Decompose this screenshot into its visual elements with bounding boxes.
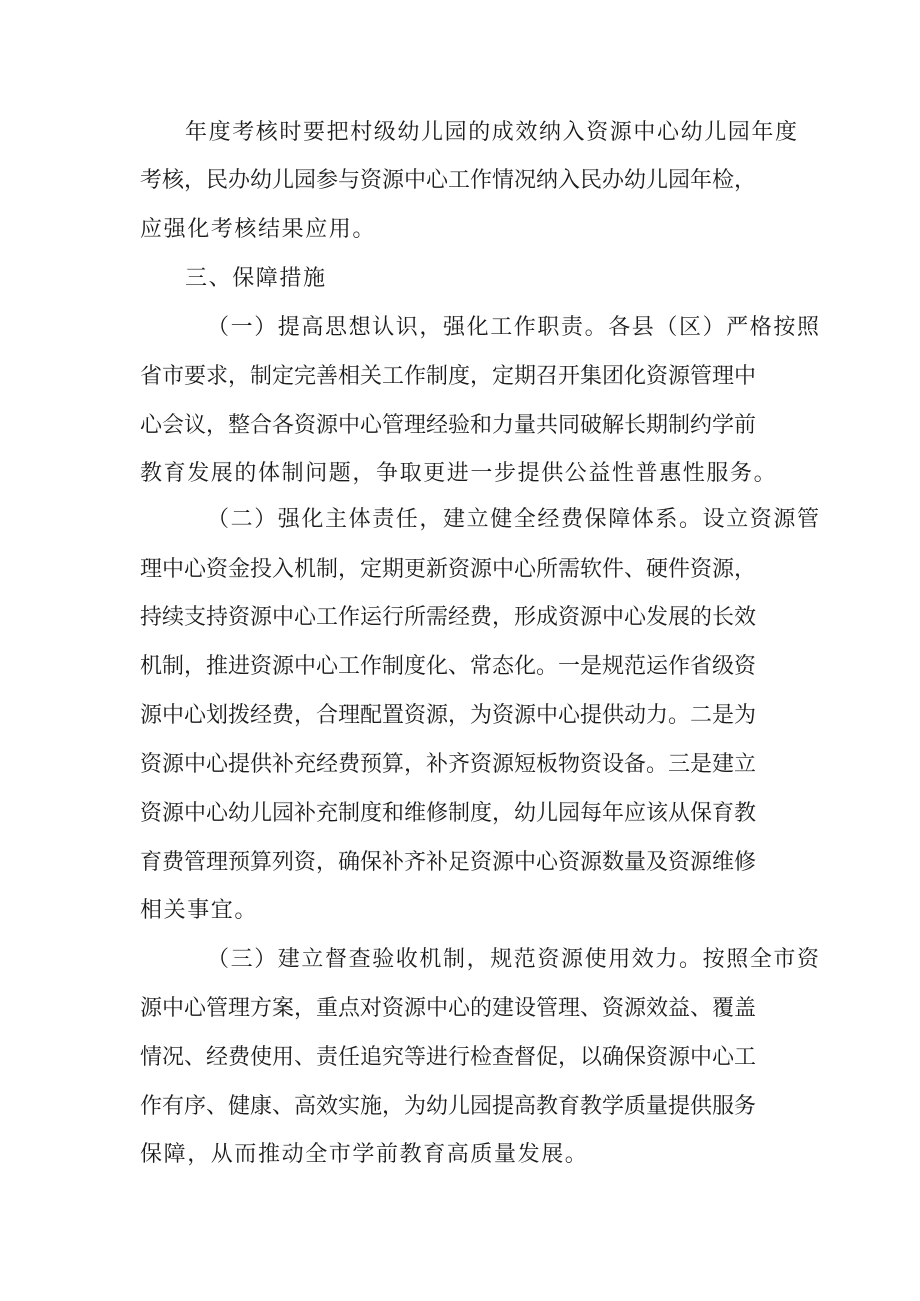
paragraph-1-line-3: 应强化考核结果应用。: [140, 217, 377, 242]
paragraph-4-line-5: 保障，从而推动全市学前教育高质量发展。: [140, 1142, 589, 1167]
section-heading: 三、保障措施: [185, 266, 327, 291]
paragraph-3-line-5: 源中心划拨经费，合理配置资源，为资源中心提供动力。二是为: [140, 703, 757, 728]
paragraph-3-line-2: 理中心资金投入机制，定期更新资源中心所需软件、硬件资源，: [140, 557, 757, 582]
paragraph-3-line-9: 相关事宜。: [140, 898, 259, 923]
paragraph-2-line-1: （一）提高思想认识，强化工作职责。各县（区）严格按照: [207, 315, 821, 340]
paragraph-4-line-4: 作有序、健康、高效实施，为幼儿园提高教育教学质量提供服务: [140, 1094, 757, 1119]
paragraph-2-line-4: 教育发展的体制问题，争取更进一步提供公益性普惠性服务。: [140, 461, 778, 486]
paragraph-3-line-3: 持续支持资源中心工作运行所需经费，形成资源中心发展的长效: [140, 605, 757, 630]
paragraph-2-line-3: 心会议，整合各资源中心管理经验和力量共同破解长期制约学前: [140, 413, 757, 438]
paragraph-4-line-3: 情况、经费使用、责任追究等进行检查督促，以确保资源中心工: [140, 1045, 757, 1070]
paragraph-4-line-2: 源中心管理方案，重点对资源中心的建设管理、资源效益、覆盖: [140, 996, 757, 1021]
paragraph-1-line-2: 考核，民办幼儿园参与资源中心工作情况纳入民办幼儿园年检，: [140, 168, 757, 193]
paragraph-1-line-1: 年度考核时要把村级幼儿园的成效纳入资源中心幼儿园年度: [185, 120, 799, 145]
paragraph-3-line-4: 机制，推进资源中心工作制度化、常态化。一是规范运作省级资: [140, 654, 757, 679]
paragraph-3-line-7: 资源中心幼儿园补充制度和维修制度，幼儿园每年应该从保育教: [140, 801, 757, 826]
paragraph-3-line-6: 资源中心提供补充经费预算，补齐资源短板物资设备。三是建立: [140, 752, 757, 777]
paragraph-3-line-8: 育费管理预算列资，确保补齐补足资源中心资源数量及资源维修: [140, 850, 757, 875]
paragraph-4-line-1: （三）建立督查验收机制，规范资源使用效力。按照全市资: [207, 947, 821, 972]
paragraph-3-line-1: （二）强化主体责任，建立健全经费保障体系。设立资源管: [207, 507, 821, 532]
paragraph-2-line-2: 省市要求，制定完善相关工作制度，定期召开集团化资源管理中: [140, 364, 757, 389]
